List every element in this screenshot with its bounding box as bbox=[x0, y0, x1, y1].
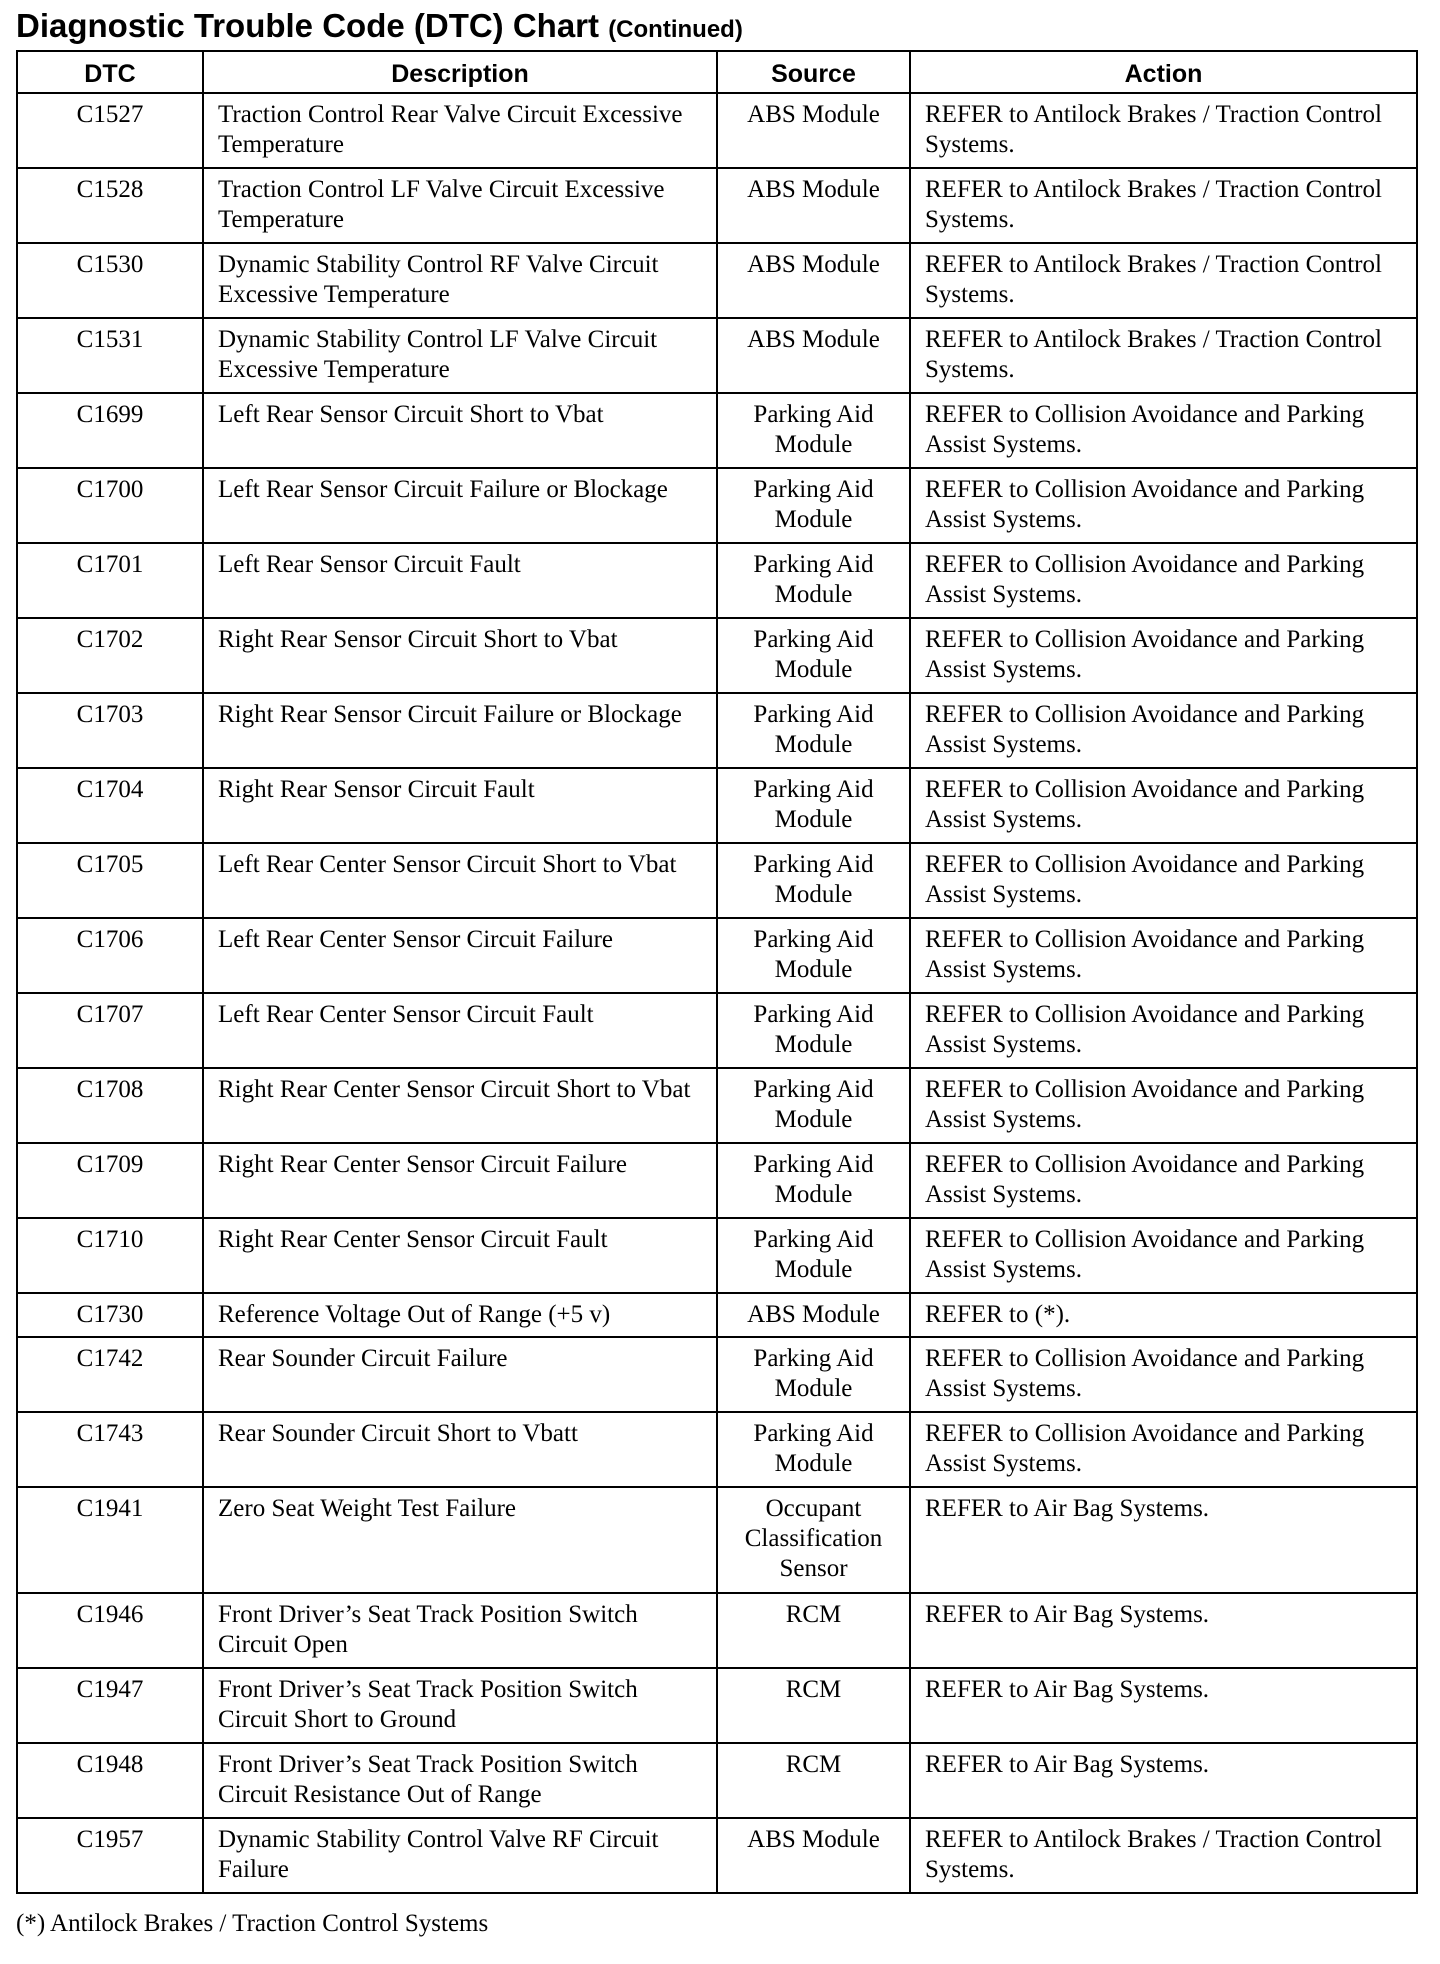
header-description: Description bbox=[203, 51, 717, 93]
source-cell: ABS Module bbox=[717, 1293, 910, 1337]
source-cell: ABS Module bbox=[717, 1818, 910, 1893]
description-cell: Traction Control LF Valve Circuit Excessive Temperature bbox=[203, 168, 717, 243]
action-cell: REFER to Antilock Brakes / Traction Control Systems. bbox=[910, 93, 1417, 168]
table-row bbox=[17, 768, 1417, 843]
source-cell: RCM bbox=[717, 1743, 910, 1818]
source-cell: Parking Aid Module bbox=[717, 543, 910, 618]
dtc-cell: C1957 bbox=[17, 1818, 203, 1893]
description-cell: Right Rear Center Sensor Circuit Short to Vbat bbox=[203, 1068, 717, 1143]
dtc-cell: C1528 bbox=[17, 168, 203, 243]
table-row bbox=[17, 1412, 1417, 1487]
description-cell: Left Rear Center Sensor Circuit Fault bbox=[203, 993, 717, 1068]
description-cell: Rear Sounder Circuit Short to Vbatt bbox=[203, 1412, 717, 1487]
action-cell: REFER to Collision Avoidance and Parking Assist Systems. bbox=[910, 918, 1417, 993]
table-row bbox=[17, 1593, 1417, 1668]
table-row bbox=[17, 993, 1417, 1068]
description-cell: Dynamic Stability Control Valve RF Circuit Failure bbox=[203, 1818, 717, 1893]
action-cell: REFER to Collision Avoidance and Parking Assist Systems. bbox=[910, 768, 1417, 843]
action-cell: REFER to Air Bag Systems. bbox=[910, 1743, 1417, 1818]
header-action: Action bbox=[910, 51, 1417, 93]
dtc-cell: C1948 bbox=[17, 1743, 203, 1818]
source-cell: RCM bbox=[717, 1668, 910, 1743]
dtc-cell: C1708 bbox=[17, 1068, 203, 1143]
action-cell: REFER to Collision Avoidance and Parking Assist Systems. bbox=[910, 468, 1417, 543]
footnote: (*) Antilock Brakes / Traction Control Systems bbox=[16, 1910, 489, 1937]
table-row bbox=[17, 1743, 1417, 1818]
source-cell: Parking Aid Module bbox=[717, 618, 910, 693]
action-cell: REFER to Collision Avoidance and Parking Assist Systems. bbox=[910, 618, 1417, 693]
source-cell: Occupant Classification Sensor bbox=[717, 1487, 910, 1593]
table-body bbox=[17, 93, 1417, 1893]
source-cell: Parking Aid Module bbox=[717, 693, 910, 768]
table-header-row bbox=[17, 51, 1417, 93]
description-cell: Left Rear Center Sensor Circuit Short to Vbat bbox=[203, 843, 717, 918]
dtc-cell: C1703 bbox=[17, 693, 203, 768]
action-cell: REFER to Collision Avoidance and Parking Assist Systems. bbox=[910, 993, 1417, 1068]
table-row bbox=[17, 93, 1417, 168]
description-cell: Traction Control Rear Valve Circuit Excessive Temperature bbox=[203, 93, 717, 168]
source-cell: Parking Aid Module bbox=[717, 918, 910, 993]
table-row bbox=[17, 393, 1417, 468]
page bbox=[16, 0, 1416, 1938]
action-cell: REFER to Antilock Brakes / Traction Control Systems. bbox=[910, 243, 1417, 318]
description-cell: Right Rear Sensor Circuit Fault bbox=[203, 768, 717, 843]
dtc-cell: C1706 bbox=[17, 918, 203, 993]
action-cell: REFER to Collision Avoidance and Parking Assist Systems. bbox=[910, 543, 1417, 618]
dtc-cell: C1527 bbox=[17, 93, 203, 168]
title-main: Diagnostic Trouble Code (DTC) Chart bbox=[16, 7, 600, 44]
description-cell: Rear Sounder Circuit Failure bbox=[203, 1337, 717, 1412]
description-cell: Dynamic Stability Control RF Valve Circuit Excessive Temperature bbox=[203, 243, 717, 318]
description-cell: Zero Seat Weight Test Failure bbox=[203, 1487, 717, 1593]
action-cell: REFER to Antilock Brakes / Traction Control Systems. bbox=[910, 168, 1417, 243]
table-row bbox=[17, 1337, 1417, 1412]
action-cell: REFER to Collision Avoidance and Parking Assist Systems. bbox=[910, 1068, 1417, 1143]
source-cell: ABS Module bbox=[717, 318, 910, 393]
source-cell: RCM bbox=[717, 1593, 910, 1668]
table-row bbox=[17, 243, 1417, 318]
table-row bbox=[17, 1218, 1417, 1293]
action-cell: REFER to Antilock Brakes / Traction Control Systems. bbox=[910, 1818, 1417, 1893]
source-cell: Parking Aid Module bbox=[717, 1218, 910, 1293]
dtc-cell: C1701 bbox=[17, 543, 203, 618]
description-cell: Right Rear Sensor Circuit Failure or Blockage bbox=[203, 693, 717, 768]
dtc-cell: C1709 bbox=[17, 1143, 203, 1218]
description-cell: Left Rear Sensor Circuit Fault bbox=[203, 543, 717, 618]
table-row bbox=[17, 543, 1417, 618]
dtc-cell: C1707 bbox=[17, 993, 203, 1068]
dtc-cell: C1699 bbox=[17, 393, 203, 468]
action-cell: REFER to Collision Avoidance and Parking Assist Systems. bbox=[910, 1412, 1417, 1487]
dtc-cell: C1730 bbox=[17, 1293, 203, 1337]
description-cell: Left Rear Center Sensor Circuit Failure bbox=[203, 918, 717, 993]
dtc-cell: C1530 bbox=[17, 243, 203, 318]
dtc-table bbox=[16, 50, 1418, 1894]
table-row bbox=[17, 168, 1417, 243]
dtc-cell: C1705 bbox=[17, 843, 203, 918]
table-row bbox=[17, 1487, 1417, 1593]
source-cell: Parking Aid Module bbox=[717, 1337, 910, 1412]
title-sub: (Continued) bbox=[608, 16, 743, 43]
dtc-cell: C1702 bbox=[17, 618, 203, 693]
dtc-cell: C1742 bbox=[17, 1337, 203, 1412]
description-cell: Reference Voltage Out of Range (+5 v) bbox=[203, 1293, 717, 1337]
description-cell: Dynamic Stability Control LF Valve Circuit Excessive Temperature bbox=[203, 318, 717, 393]
source-cell: ABS Module bbox=[717, 168, 910, 243]
dtc-cell: C1947 bbox=[17, 1668, 203, 1743]
table-row bbox=[17, 918, 1417, 993]
description-cell: Right Rear Center Sensor Circuit Failure bbox=[203, 1143, 717, 1218]
action-cell: REFER to (*). bbox=[910, 1293, 1417, 1337]
table-row bbox=[17, 1143, 1417, 1218]
table-row bbox=[17, 1068, 1417, 1143]
table-row bbox=[17, 1293, 1417, 1337]
table-row bbox=[17, 843, 1417, 918]
table-row bbox=[17, 318, 1417, 393]
action-cell: REFER to Collision Avoidance and Parking Assist Systems. bbox=[910, 843, 1417, 918]
dtc-cell: C1946 bbox=[17, 1593, 203, 1668]
description-cell: Left Rear Sensor Circuit Failure or Blockage bbox=[203, 468, 717, 543]
action-cell: REFER to Collision Avoidance and Parking Assist Systems. bbox=[910, 1337, 1417, 1412]
dtc-cell: C1710 bbox=[17, 1218, 203, 1293]
description-cell: Front Driver’s Seat Track Position Switch Circuit Short to Ground bbox=[203, 1668, 717, 1743]
action-cell: REFER to Antilock Brakes / Traction Control Systems. bbox=[910, 318, 1417, 393]
source-cell: Parking Aid Module bbox=[717, 393, 910, 468]
table-row bbox=[17, 1818, 1417, 1893]
table-row bbox=[17, 693, 1417, 768]
action-cell: REFER to Collision Avoidance and Parking Assist Systems. bbox=[910, 1218, 1417, 1293]
header-source: Source bbox=[717, 51, 910, 93]
action-cell: REFER to Air Bag Systems. bbox=[910, 1593, 1417, 1668]
source-cell: ABS Module bbox=[717, 243, 910, 318]
source-cell: Parking Aid Module bbox=[717, 468, 910, 543]
dtc-cell: C1941 bbox=[17, 1487, 203, 1593]
dtc-cell: C1704 bbox=[17, 768, 203, 843]
dtc-cell: C1531 bbox=[17, 318, 203, 393]
description-cell: Right Rear Sensor Circuit Short to Vbat bbox=[203, 618, 717, 693]
description-cell: Front Driver’s Seat Track Position Switch Circuit Open bbox=[203, 1593, 717, 1668]
page-title bbox=[16, 0, 1416, 50]
dtc-cell: C1743 bbox=[17, 1412, 203, 1487]
source-cell: Parking Aid Module bbox=[717, 1143, 910, 1218]
source-cell: ABS Module bbox=[717, 93, 910, 168]
source-cell: Parking Aid Module bbox=[717, 993, 910, 1068]
action-cell: REFER to Collision Avoidance and Parking Assist Systems. bbox=[910, 693, 1417, 768]
dtc-cell: C1700 bbox=[17, 468, 203, 543]
description-cell: Left Rear Sensor Circuit Short to Vbat bbox=[203, 393, 717, 468]
description-cell: Right Rear Center Sensor Circuit Fault bbox=[203, 1218, 717, 1293]
source-cell: Parking Aid Module bbox=[717, 768, 910, 843]
action-cell: REFER to Collision Avoidance and Parking Assist Systems. bbox=[910, 393, 1417, 468]
description-cell: Front Driver’s Seat Track Position Switch Circuit Resistance Out of Range bbox=[203, 1743, 717, 1818]
table-row bbox=[17, 618, 1417, 693]
source-cell: Parking Aid Module bbox=[717, 1412, 910, 1487]
action-cell: REFER to Air Bag Systems. bbox=[910, 1668, 1417, 1743]
source-cell: Parking Aid Module bbox=[717, 843, 910, 918]
action-cell: REFER to Air Bag Systems. bbox=[910, 1487, 1417, 1593]
action-cell: REFER to Collision Avoidance and Parking Assist Systems. bbox=[910, 1143, 1417, 1218]
table-row bbox=[17, 1668, 1417, 1743]
source-cell: Parking Aid Module bbox=[717, 1068, 910, 1143]
table-row bbox=[17, 468, 1417, 543]
header-dtc: DTC bbox=[17, 51, 203, 93]
